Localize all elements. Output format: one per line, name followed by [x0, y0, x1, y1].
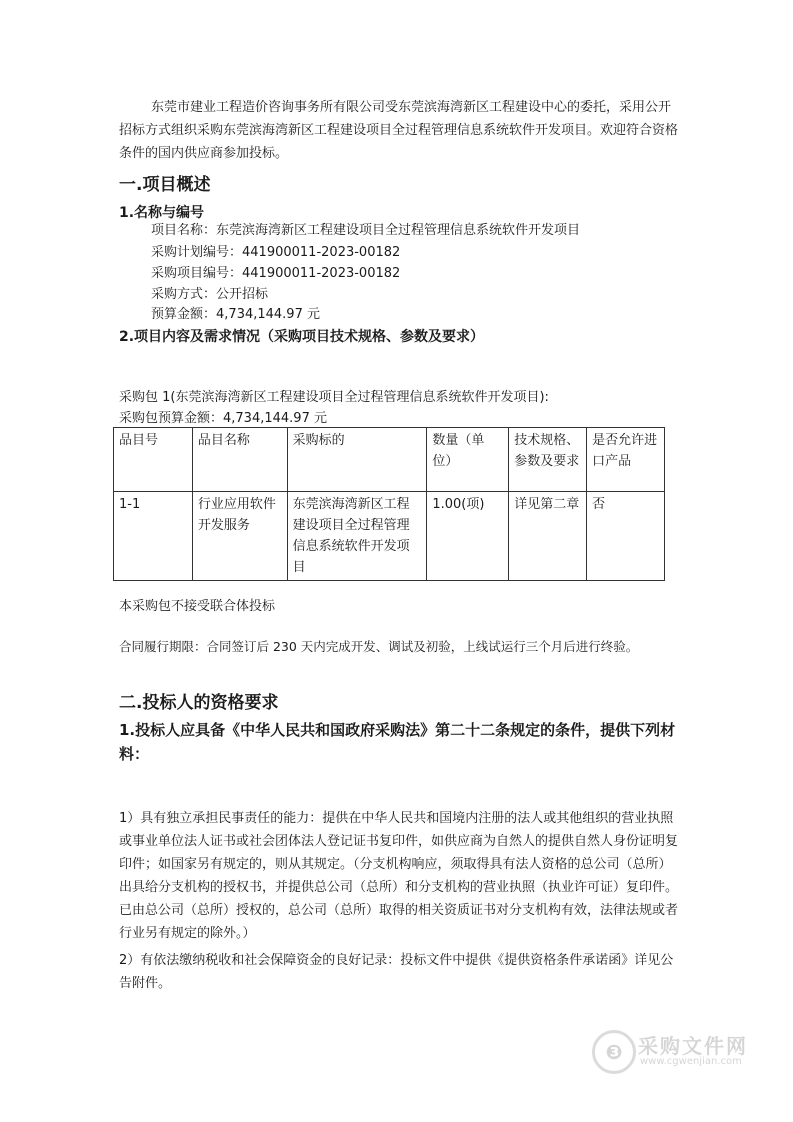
table-header-cell: 采购标的	[287, 428, 427, 492]
field-value: 4,734,144.97 元	[216, 307, 320, 322]
watermark-text: 采购文件网	[638, 1034, 748, 1058]
table-header-cell: 品目号	[114, 428, 193, 492]
field-project-name	[151, 220, 580, 242]
table-cell: 1.00(项)	[427, 492, 509, 581]
field-project-number	[151, 263, 400, 285]
qualification-item-2: 2）有依法缴纳税收和社会保障资金的良好记录：投标文件中提供《提供资格条件承诺函》详见公告附件。	[119, 953, 674, 991]
section1-sub1: 1.名称与编号	[119, 205, 205, 221]
table-header-row	[114, 428, 665, 492]
section2-title: 二.投标人的资格要求	[119, 693, 279, 713]
field-label: 采购项目编号：	[151, 266, 243, 281]
field-budget	[151, 304, 320, 326]
field-method	[151, 284, 268, 306]
contract-period: 合同履行期限：合同签订后 230 天内完成开发、调试及初验，上线试运行三个月后进行终验。	[119, 639, 639, 654]
table-header-cell: 技术规格、参数及要求	[509, 428, 587, 492]
field-value: 441900011-2023-00182	[242, 245, 401, 260]
table-row	[114, 492, 665, 581]
field-value: 441900011-2023-00182	[242, 266, 401, 281]
watermark-logo-icon: ❸	[592, 1030, 636, 1074]
table-header-cell: 品目名称	[192, 428, 287, 492]
section2-sub1: 1.投标人应具备《中华人民共和国政府采购法》第二十二条规定的条件，提供下列材料：	[119, 721, 676, 763]
table-cell: 1-1	[114, 492, 193, 581]
field-label: 项目名称：	[151, 223, 217, 238]
no-consortium-note: 本采购包不接受联合体投标	[119, 599, 276, 614]
field-value: 公开招标	[216, 287, 269, 302]
table-cell: 东莞滨海湾新区工程建设项目全过程管理信息系统软件开发项目	[287, 492, 427, 581]
intro-paragraph: 东莞市建业工程造价咨询事务所有限公司受东莞滨海湾新区工程建设中心的委托，采用公开招标方式组织采购东莞滨海湾新区工程建设项目全过程管理信息系统软件开发项目。欢迎符合资格条件的国内供应商参加投标。	[119, 100, 679, 161]
table-cell: 否	[587, 492, 665, 581]
package-line2: 采购包预算金额：4,734,144.97 元	[119, 411, 327, 426]
watermark	[592, 1028, 752, 1074]
table-cell: 行业应用软件开发服务	[192, 492, 287, 581]
field-label: 采购计划编号：	[151, 245, 243, 260]
field-label: 预算金额：	[151, 307, 217, 322]
section1-sub2: 2.项目内容及需求情况（采购项目技术规格、参数及要求）	[119, 329, 485, 345]
table-header-cell: 是否允许进口产品	[587, 428, 665, 492]
watermark-url: www.cgwenjian.com	[640, 1056, 742, 1067]
package-line1: 采购包 1(东莞滨海湾新区工程建设项目全过程管理信息系统软件开发项目):	[119, 390, 549, 405]
table-header-cell: 数量（单位）	[427, 428, 509, 492]
section1-title: 一.项目概述	[119, 175, 211, 195]
table-cell: 详见第二章	[509, 492, 587, 581]
items-table	[113, 427, 665, 581]
qualification-item-1: 1）具有独立承担民事责任的能力：提供在中华人民共和国境内注册的法人或其他组织的营业执照或事业单位法人证书或社会团体法人登记证书复印件，如供应商为自然人的提供自然人身份证明复印件；如国家另有规定的，则从其规定。（分支机构响应，须取得具有法人资格的总公司（总所）出具给分支机构的授权书，并提供总公司（总所）和分支机构的营业执照（执业许可证）复印件。已由总公司（总所）授权的，总公司（总所）取得的相关资质证书对分支机构有效，法律法规或者行业另有规定的除外。）	[119, 811, 679, 941]
field-value: 东莞滨海湾新区工程建设项目全过程管理信息系统软件开发项目	[216, 223, 581, 238]
field-label: 采购方式：	[151, 287, 217, 302]
field-plan-number	[151, 242, 400, 264]
